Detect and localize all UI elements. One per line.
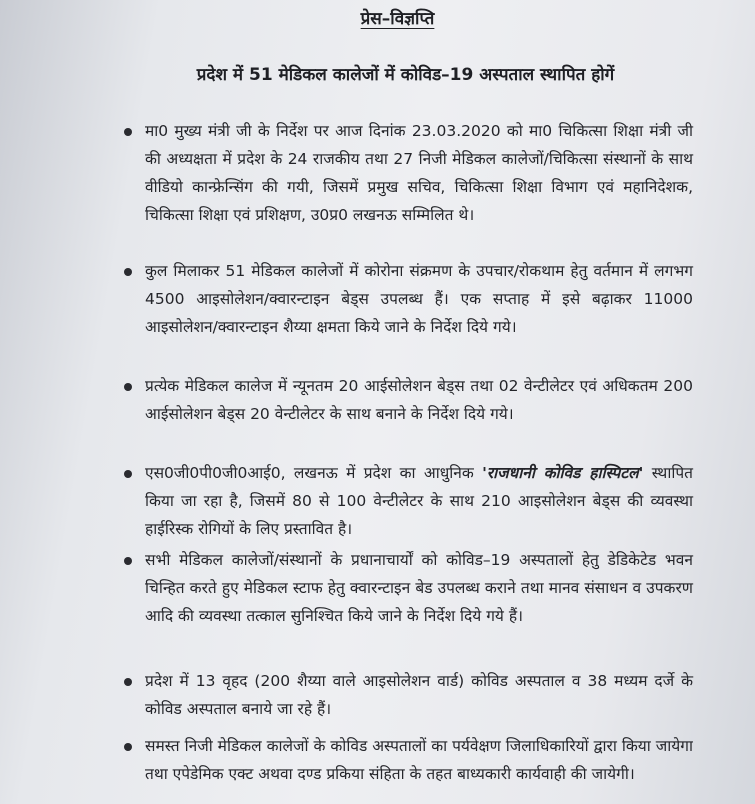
bullet-icon <box>124 128 132 136</box>
list-item: सभी मेडिकल कालेजों/संस्थानों के प्रधानाचार्यों को कोविड–19 अस्पतालों हेतु डेडिकेटेड भवन चिन्हित करते हुए मेडिकल स्टाफ हेतु क्वारन्टाइन बेड उपलब्ध कराने तथा मानव संसाधन व उपकरण आदि की व्यवस्था तत्काल सुनिश्चित किये जाने के निर्देश दिये गये हैं। <box>145 551 693 625</box>
highlighted-hospital-name: 'राजधानी कोविड हास्पिटल' <box>482 464 644 482</box>
list-item: प्रत्येक मेडिकल कालेज में न्यूनतम 20 आईसोलेशन बेड्स तथा 02 वेन्टीलेटर एवं अधिकतम 200 आईसोलेशन बेड्स 20 वेन्टीलेटर के साथ बनाने के निर्देश दिये गये। <box>145 377 693 423</box>
bullet-icon <box>124 470 132 478</box>
list-item: प्रदेश में 13 वृहद (200 शैय्या वाले आइसोलेशन वार्ड) कोविड अस्पताल व 38 मध्यम दर्जे के कोविड अस्पताल बनाये जा रहे हैं। <box>145 672 693 718</box>
press-release-heading: प्रेस–विज्ञप्ति <box>360 9 435 29</box>
bullet-icon <box>124 383 132 391</box>
document-title: प्रदेश में 51 मेडिकल कालेजों में कोविड–19 अस्पताल स्थापित होगें <box>196 65 615 85</box>
list-item: कुल मिलाकर 51 मेडिकल कालेजों में कोरोना संक्रमण के उपचार/रोकथाम हेतु वर्तमान में लगभग 4500 आइसोलेशन/क्वारन्टाइन बेड्स उपलब्ध हैं। एक सप्ताह में इसे बढ़ाकर 11000 आइसोलेशन/क्वारन्टाइन शैय्या क्षमता किये जाने के निर्देश दिये गये। <box>145 262 693 336</box>
bullet-icon <box>124 268 132 276</box>
bullet-icon <box>124 678 132 686</box>
list-item: मा0 मुख्य मंत्री जी के निर्देश पर आज दिनांक 23.03.2020 को मा0 चिकित्सा शिक्षा मंत्री जी की अध्यक्षता में प्रदेश के 24 राजकीय तथा 27 निजी मेडिकल कालेजों/चिकित्सा संस्थानों के साथ वीडियो कान्फ्रेन्सिंग की गयी, जिसमें प्रमुख सचिव, चिकित्सा शिक्षा विभाग एवं महानिदेशक, चिकित्सा शिक्षा एवं प्रशिक्षण, उ0प्र0 लखनऊ सम्मिलित थे। <box>145 122 693 224</box>
list-item-text: एस0जी0पी0जी0आई0, लखनऊ में प्रदेश का आधुनिक <box>145 464 483 482</box>
bullet-icon <box>124 743 132 751</box>
bullet-icon <box>124 557 132 565</box>
list-item: समस्त निजी मेडिकल कालेजों के कोविड अस्पतालों का पर्यवेक्षण जिलाधिकारियों द्वारा किया जायेगा तथा एपेडेमिक एक्ट अथवा दण्ड प्रकिया संहिता के तहत बाध्यकारी कार्यवाही की जायेगी। <box>145 737 693 783</box>
list-item-text: स्थापित किया जा रहा है, जिसमें 80 से 100 वेन्टीलेटर के साथ 210 आइसोलेशन बेड्स की व्यवस्था हाईरिस्क रोगियों के लिए प्रस्तावित है। <box>145 464 693 538</box>
list-item <box>145 459 693 543</box>
